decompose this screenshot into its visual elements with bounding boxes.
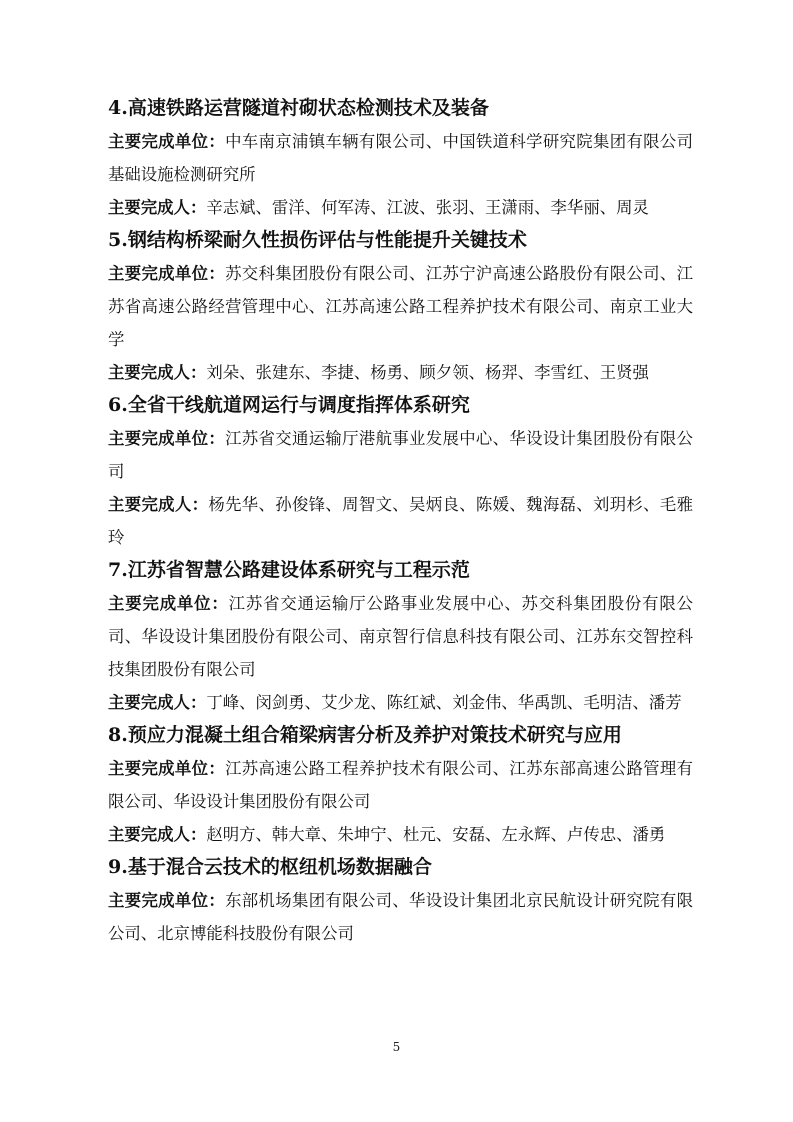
project-item-6 [108,389,693,554]
persons-label: 主要完成人： [108,363,207,382]
project-item-9 [108,851,693,950]
page-number: 5 [392,1040,401,1054]
completion-units [108,257,693,356]
completion-units [108,884,693,950]
persons-label: 主要完成人： [108,198,207,217]
completion-persons [108,488,693,554]
project-title: 8.预应力混凝土组合箱梁病害分析及养护对策技术研究与应用 [108,724,622,746]
units-value: 江苏省交通运输厅公路事业发展中心、苏交科集团股份有限公司、华设设计集团股份有限公司、南京智行信息科技有限公司、江苏东交智控科技集团股份有限公司 [108,594,694,679]
project-item-8 [108,719,693,851]
completion-persons [108,356,693,389]
units-label: 主要完成单位： [108,429,226,448]
persons-value: 赵明方、韩大章、朱坤宁、杜元、安磊、左永辉、卢传忠、潘勇 [206,825,666,844]
units-label: 主要完成单位： [108,264,226,283]
units-label: 主要完成单位： [108,132,226,151]
project-item-5 [108,224,693,389]
project-title: 7.江苏省智慧公路建设体系研究与工程示范 [108,559,470,581]
project-title: 6.全省干线航道网运行与调度指挥体系研究 [108,394,470,416]
persons-value: 刘朵、张建东、李捷、杨勇、顾夕领、杨羿、李雪红、王贤强 [206,363,649,382]
units-value: 苏交科集团股份有限公司、江苏宁沪高速公路股份有限公司、江苏省高速公路经营管理中心、江苏高速公路工程养护技术有限公司、南京工业大学 [108,264,694,349]
completion-units [108,587,693,686]
units-value: 中车南京浦镇车辆有限公司、中国铁道科学研究院集团有限公司基础设施检测研究所 [108,132,694,184]
project-title: 4.高速铁路运营隧道衬砌状态检测技术及装备 [108,97,489,119]
persons-value: 辛志斌、雷洋、何军涛、江波、张羽、王潇雨、李华丽、周灵 [206,198,649,217]
persons-label: 主要完成人： [108,495,209,514]
units-label: 主要完成单位： [108,594,229,613]
persons-value: 杨先华、孙俊锋、周智文、吴炳良、陈媛、魏海磊、刘玥杉、毛雅玲 [108,495,693,547]
completion-persons [108,191,693,224]
completion-units [108,422,693,488]
completion-units [108,125,693,191]
persons-label: 主要完成人： [108,825,207,844]
units-value: 江苏高速公路工程养护技术有限公司、江苏东部高速公路管理有限公司、华设设计集团股份有限公司 [108,759,694,811]
project-list [108,92,693,950]
units-value: 江苏省交通运输厅港航事业发展中心、华设设计集团股份有限公司 [108,429,694,481]
completion-units [108,752,693,818]
units-label: 主要完成单位： [108,891,226,910]
project-item-7 [108,554,693,719]
units-label: 主要完成单位： [108,759,226,778]
units-value: 东部机场集团有限公司、华设设计集团北京民航设计研究院有限公司、北京博能科技股份有限公司 [108,891,694,943]
project-title: 9.基于混合云技术的枢纽机场数据融合 [108,856,432,878]
persons-value: 丁峰、闵剑勇、艾少龙、陈红斌、刘金伟、华禹凯、毛明洁、潘芳 [206,693,682,712]
completion-persons [108,686,693,719]
persons-label: 主要完成人： [108,693,207,712]
project-item-4 [108,92,693,224]
completion-persons [108,818,693,851]
project-title: 5.钢结构桥梁耐久性损伤评估与性能提升关键技术 [108,229,527,251]
